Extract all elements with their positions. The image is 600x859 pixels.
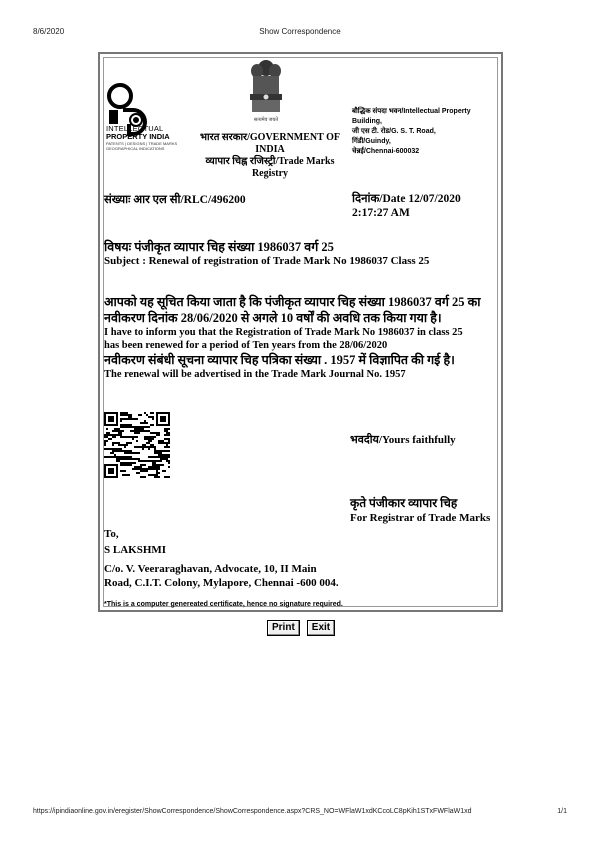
action-buttons	[267, 617, 338, 633]
print-footer	[0, 808, 600, 820]
qr-code	[104, 412, 170, 478]
body-english-1: I have to inform you that the Registration of Trade Mark No 1986037 in class 25	[104, 327, 463, 338]
body-english-2: has been renewed for a period of Ten years from the 28/06/2020	[104, 340, 388, 351]
address-line2: Building,	[352, 118, 382, 125]
computer-generated-note: *This is a computer genereated certificate, hence no signature required.	[104, 601, 343, 608]
reference-number: संख्याः आर एल सी/RLC/496200	[104, 194, 246, 206]
gov-line1: भारत सरकार/GOVERNMENT OF	[200, 132, 340, 143]
address-line4: गिंडी/Guindy,	[352, 138, 391, 145]
address-line1: बौद्धिक संपदा भवन/Intellectual Property	[352, 108, 471, 115]
date-line1: दिनांक/Date 12/07/2020	[352, 193, 461, 205]
print-page-number: 1/1	[557, 808, 567, 815]
body-hindi-3: नवीकरण संबंधी सूचना व्यापार चिह पत्रिका संख्या . 1957 में विज्ञापित की गई है।	[104, 353, 455, 367]
print-date: 8/6/2020	[33, 27, 65, 36]
address-line3: जी एस टी. रोड/G. S. T. Road,	[352, 128, 436, 135]
body-hindi-2: नवीकरण दिनांक 28/06/2020 से अगले 10 वर्षों की अवधि तक किया गया है।	[104, 311, 442, 325]
logo-line1: INTELLECTUAL	[106, 124, 164, 133]
exit-button[interactable]: Exit	[307, 620, 335, 636]
national-emblem-icon	[244, 56, 288, 116]
address-line5: चेन्नई/Chennai-600032	[352, 148, 420, 155]
subject-english: Subject : Renewal of registration of Trade Mark No 1986037 Class 25	[104, 255, 430, 267]
print-header	[0, 27, 600, 39]
date-line2: 2:17:27 AM	[352, 207, 410, 219]
body-english-3: The renewal will be advertised in the Trade Mark Journal No. 1957	[104, 369, 406, 380]
emblem-motto: सत्यमेव जयते	[253, 118, 279, 123]
recipient-address: C/o. V. Veeraraghavan, Advocate, 10, II Main Road, C.I.T. Colony, Mylapore, Chennai -600 004.	[104, 563, 339, 589]
certificate	[98, 52, 503, 612]
recipient-name: S LAKSHMI	[104, 544, 167, 556]
gov-line4: Registry	[251, 168, 289, 179]
logo-line2: PROPERTY INDIA	[106, 132, 170, 141]
office-address	[352, 107, 497, 157]
logo-sub: PATENTS | DESIGNS | TRADE MARKS GEOGRAPHICAL INDICATIONS	[106, 141, 178, 151]
print-title: Show Correspondence	[259, 27, 341, 36]
print-button[interactable]: Print	[267, 620, 300, 636]
gov-heading	[192, 132, 348, 180]
print-url: https://ipindiaonline.gov.in/eregister/ShowCorrespondence/ShowCorrespondence.aspx?CRS_NO=WFlaW1xdKCcoLC8pKih1STxFWFlaW1xd	[33, 808, 472, 815]
registrar-english: For Registrar of Trade Marks	[350, 512, 491, 524]
gov-line3: व्यापार चिह्न रजिस्ट्री/Trade Marks	[205, 156, 335, 167]
letter-date	[352, 192, 497, 220]
gov-line2: INDIA	[255, 144, 285, 155]
yours-faithfully: भवदीय/Yours faithfully	[350, 434, 456, 446]
body-hindi-1: आपको यह सूचित किया जाता है कि पंजीकृत व्यापार चिह संख्या 1986037 वर्ग 25 का	[104, 295, 481, 309]
to-label: To,	[104, 528, 119, 540]
subject-hindi: विषयः पंजीकृत व्यापार चिह संख्या 1986037 वर्ग 25	[104, 240, 334, 254]
registrar-hindi: कृते पंजीकार व्यापार चिह	[350, 496, 458, 510]
letter-body	[104, 294, 499, 381]
